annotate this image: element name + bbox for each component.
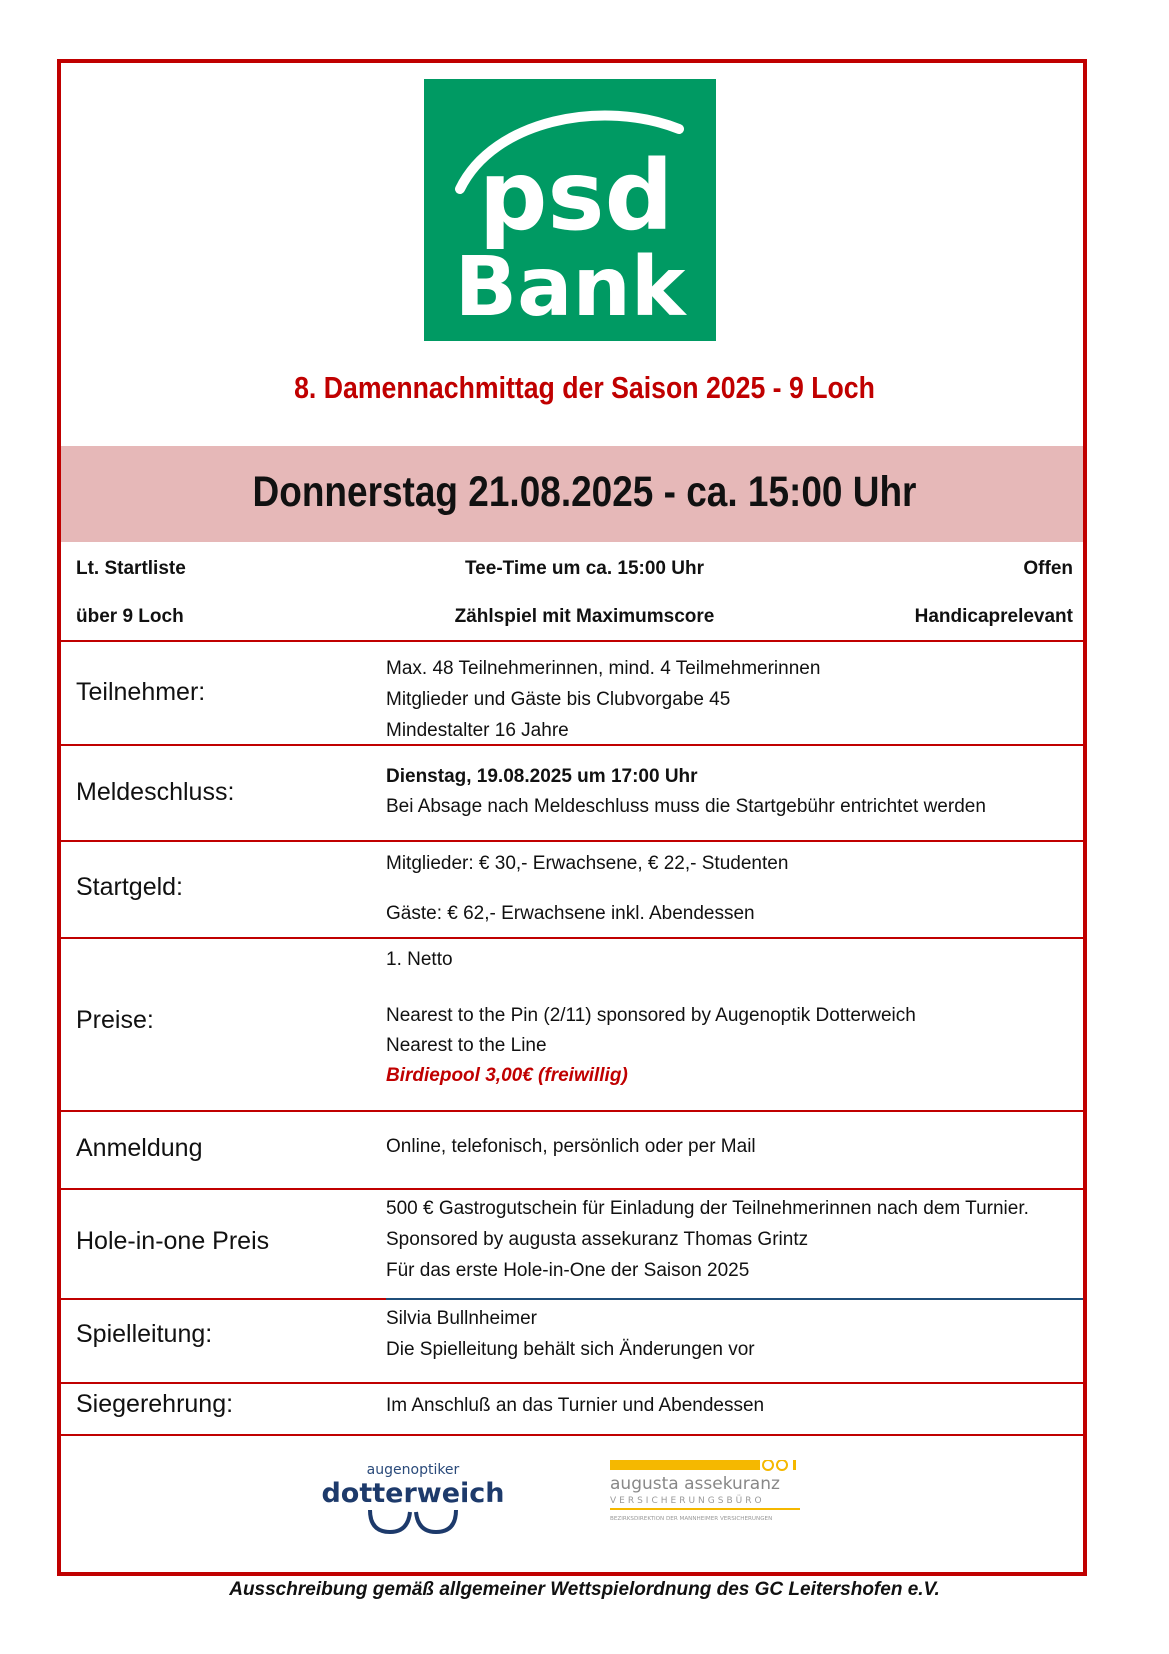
logo-text-bank: Bank [454,240,686,335]
hole-in-one-line: 500 € Gastrogutschein für Einladung der Teilnehmerinnen nach dem Turnier. [386,1198,1029,1219]
preise-line: Nearest to the Line [386,1035,547,1056]
dotterweich-logo [318,1460,508,1535]
divider-blue [386,1298,1083,1300]
label-teilnehmer: Teilnehmer: [76,678,206,706]
startgeld-guests: Gäste: € 62,- Erwachsene inkl. Abendessen [386,903,755,924]
divider [61,640,1083,642]
footer-note: Ausschreibung gemäß allgemeiner Wettspielordnung des GC Leitershofen e.V. [229,1579,940,1600]
teilnehmer-line: Mitglieder und Gäste bis Clubvorgabe 45 [386,689,731,710]
svg-text:VERSICHERUNGSBÜRO: VERSICHERUNGSBÜRO [610,1496,765,1506]
augusta-assekuranz-logo [610,1460,802,1530]
meta-handicap: Handicaprelevant [914,606,1073,627]
hole-in-one-line: Sponsored by augusta assekuranz Thomas Grintz [386,1229,809,1250]
meta-open: Offen [1023,558,1073,579]
meta-holes: über 9 Loch [76,606,184,627]
psd-bank-logo [424,79,716,341]
label-siegerehrung: Siegerehrung: [76,1390,234,1418]
divider [61,1110,1083,1112]
startgeld-members: Mitglieder: € 30,- Erwachsene, € 22,- Studenten [386,853,789,874]
divider [61,744,1083,746]
event-title: 8. Damennachmittag der Saison 2025 - 9 Loch [294,370,875,405]
meldeschluss-note: Bei Absage nach Meldeschluss muss die Startgebühr entrichtet werden [386,796,986,817]
divider [61,1298,386,1300]
spielleitung-line: Silvia Bullnheimer [386,1308,538,1329]
siegerehrung-line: Im Anschluß an das Turnier und Abendessen [386,1395,765,1416]
label-spielleitung: Spielleitung: [76,1320,213,1348]
teilnehmer-line: Mindestalter 16 Jahre [386,720,569,741]
label-preise: Preise: [76,1006,154,1034]
divider [61,1434,1083,1436]
divider [61,937,1083,939]
date-banner-text: Donnerstag 21.08.2025 - ca. 15:00 Uhr [252,468,917,516]
teilnehmer-line: Max. 48 Teilnehmerinnen, mind. 4 Teilmehmerinnen [386,658,821,679]
label-meldeschluss: Meldeschluss: [76,778,235,806]
meta-format: Zählspiel mit Maximumscore [454,606,715,627]
label-anmeldung: Anmeldung [76,1134,203,1162]
anmeldung-line: Online, telefonisch, persönlich oder per Mail [386,1136,756,1157]
logo-text-psd: psd [478,140,674,252]
divider [61,1188,1083,1190]
svg-text:augusta assekuranz: augusta assekuranz [610,1474,780,1494]
preise-line: Nearest to the Pin (2/11) sponsored by Augenoptik Dotterweich [386,1005,916,1026]
divider [61,1382,1083,1384]
meta-start-list: Lt. Startliste [76,558,186,579]
svg-text:BEZIRKSDIREKTION DER MANNHEIME: BEZIRKSDIREKTION DER MANNHEIMER VERSICHERUNGEN [610,1516,773,1522]
spielleitung-line: Die Spielleitung behält sich Änderungen vor [386,1339,755,1360]
label-hole-in-one: Hole-in-one Preis [76,1227,270,1255]
meta-tee-time: Tee-Time um ca. 15:00 Uhr [464,558,704,579]
divider [61,840,1083,842]
birdiepool-line: Birdiepool 3,00€ (freiwillig) [386,1065,628,1086]
svg-text:dotterweich: dotterweich [321,1478,505,1509]
hole-in-one-line: Für das erste Hole-in-One der Saison 2025 [386,1260,750,1281]
label-startgeld: Startgeld: [76,873,184,901]
meldeschluss-date: Dienstag, 19.08.2025 um 17:00 Uhr [386,766,698,787]
svg-text:augenoptiker: augenoptiker [366,1462,460,1478]
preise-line: 1. Netto [386,949,453,970]
